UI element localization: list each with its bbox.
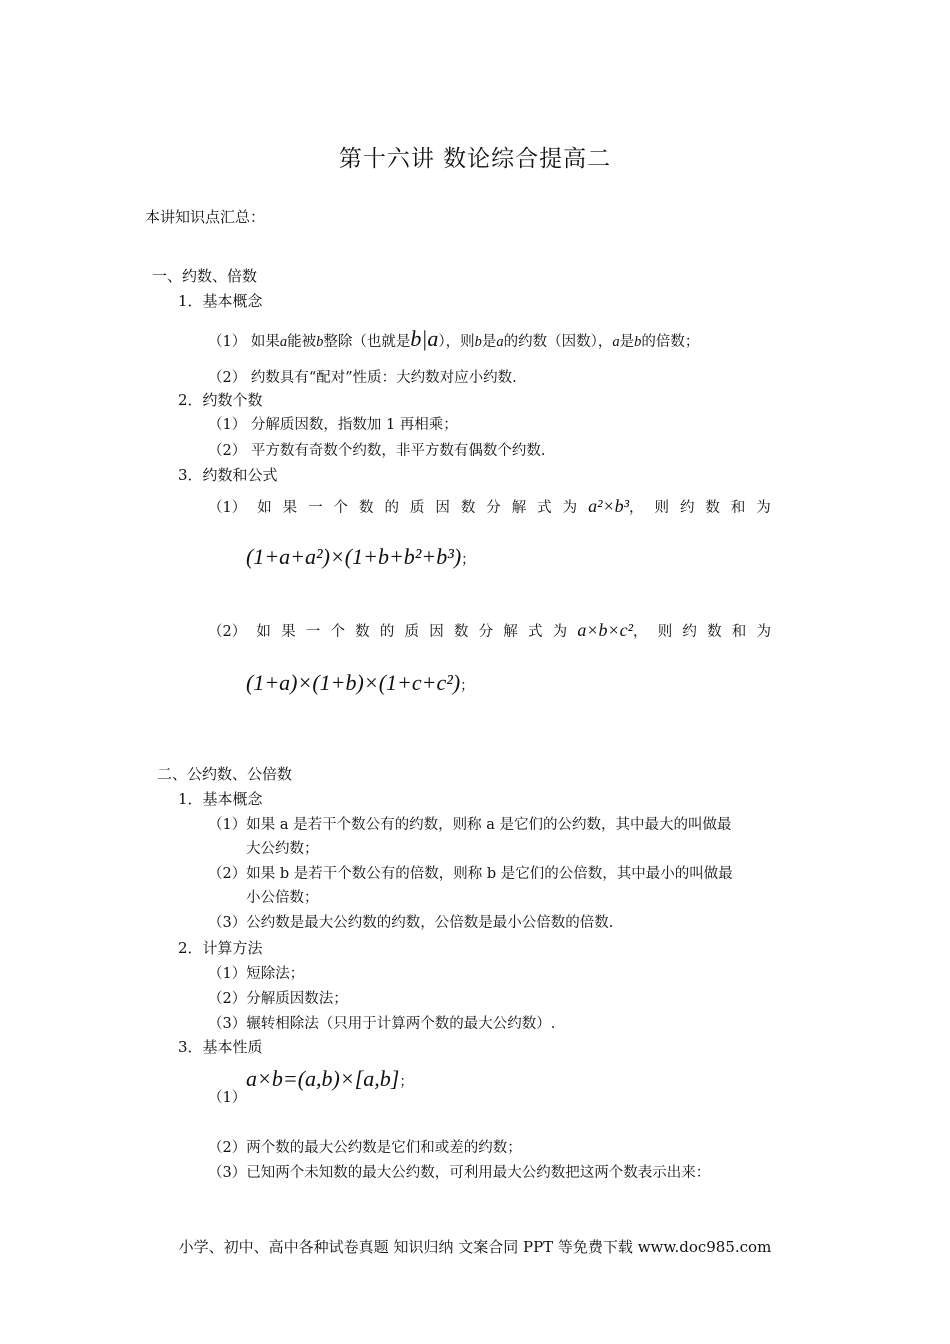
spread-char: 为: [562, 500, 578, 516]
page-title: 第十六讲 数论综合提高二: [338, 146, 612, 172]
section-1-3-item-2: [208, 620, 771, 641]
spread-char: 数: [453, 624, 469, 640]
section-2-sub-3: 3．基本性质: [178, 1038, 263, 1056]
spread-char: 数: [355, 624, 370, 640]
section-1-sub-2: 2．约数个数: [178, 391, 263, 409]
section-1-3-item-1: [208, 496, 771, 517]
spread-char: 因: [435, 500, 450, 516]
item-number: （1）: [208, 500, 247, 516]
factorization-expression: a²×b³，: [588, 496, 644, 516]
section-2-1-item-2-cont: 小公倍数；: [246, 890, 319, 906]
section-2-1-item-2: （2）如果 b 是若干个数公有的倍数，则称 b 是它们的公倍数，其中最小的叫做最: [208, 866, 733, 882]
summary-heading: 本讲知识点汇总：: [145, 208, 266, 226]
factorization-expression: a×b×c²，: [577, 620, 648, 640]
spread-char: 分: [478, 624, 494, 640]
spread-char: 为: [756, 500, 771, 516]
spread-char: 解: [511, 500, 527, 516]
section-2-2-item-1: （1）短除法；: [208, 966, 305, 982]
footer-text: 小学、初中、高中各种试卷真题 知识归纳 文案合同 PPT 等免费下载 www.doc985.com: [178, 1238, 772, 1256]
spread-char: 数: [359, 500, 374, 516]
spread-char: 式: [537, 500, 552, 516]
spread-char: 果: [281, 624, 296, 640]
spread-char: 一: [305, 624, 321, 640]
section-1-sub-1: 1．基本概念: [178, 292, 263, 310]
spread-char: 为: [552, 624, 568, 640]
spread-char: 质: [404, 624, 420, 640]
spread-char: 数: [460, 500, 476, 516]
gcd-lcm-formula: a×b=(a,b)×[a,b]；: [246, 1066, 414, 1091]
spread-char: 如: [256, 624, 271, 640]
spread-char: 则: [657, 624, 673, 640]
section-1-sub-3: 3．约数和公式: [178, 466, 278, 484]
spread-char: 解: [503, 624, 518, 640]
section-1-heading: 一、约数、倍数: [152, 267, 258, 285]
section-1-1-item-1: （1） 如果a能被b整除（也就是b|a），则b是a的约数（因数），a是b的倍数；: [208, 326, 700, 351]
spread-char: 因: [429, 624, 444, 640]
section-2-1-item-3: （3）公约数是最大公约数的约数，公倍数是最小公倍数的倍数.: [208, 915, 614, 931]
spread-char: 一: [308, 500, 323, 516]
divisor-sum-formula-1: (1+a+a²)×(1+b+b²+b³)；: [246, 544, 476, 569]
section-2-1-item-1: （1）如果 a 是若干个数公有的约数，则称 a 是它们的公约数，其中最大的叫做最: [208, 817, 732, 833]
spread-char: 则: [654, 500, 669, 516]
spread-char: 分: [486, 500, 501, 516]
spread-char: 果: [282, 500, 298, 516]
spread-char: 数: [707, 624, 722, 640]
section-2-sub-2: 2．计算方法: [178, 939, 263, 957]
divides-formula: b|a: [410, 326, 439, 351]
section-1-1-item-2: （2） 约数具有“配对”性质：大约数对应小约数.: [208, 370, 517, 386]
spread-char: 个: [333, 500, 349, 516]
spread-char: 质: [409, 500, 425, 516]
spread-char: 为: [756, 624, 771, 640]
section-2-sub-1: 1．基本概念: [178, 790, 263, 808]
spread-char: 的: [379, 624, 395, 640]
divisor-sum-formula-2: (1+a)×(1+b)×(1+c+c²)；: [246, 670, 475, 695]
spread-char: 约: [682, 624, 697, 640]
section-1-2-item-1: （1） 分解质因数，指数加 1 再相乘；: [208, 417, 458, 433]
section-2-2-item-2: （2）分解质因数法；: [208, 991, 348, 1007]
section-2-3-item-1-num: （1）: [208, 1090, 247, 1106]
spread-char: 约: [679, 500, 695, 516]
spread-char: 和: [731, 624, 747, 640]
section-2-2-item-3: （3）辗转相除法（只用于计算两个数的最大公约数）.: [208, 1016, 556, 1032]
spread-char: 式: [527, 624, 543, 640]
section-1-2-item-2: （2） 平方数有奇数个约数，非平方数有偶数个约数.: [208, 443, 546, 459]
spread-char: 个: [330, 624, 345, 640]
section-2-heading: 二、公约数、公倍数: [157, 765, 293, 783]
item-number: （2）: [208, 624, 247, 640]
section-2-1-item-1-cont: 大公约数；: [246, 841, 319, 857]
spread-char: 和: [730, 500, 746, 516]
spread-char: 如: [257, 500, 272, 516]
spread-char: 数: [705, 500, 720, 516]
spread-char: 的: [384, 500, 399, 516]
section-2-3-item-3: （3）已知两个未知数的最大公约数，可利用最大公约数把这两个数表示出来：: [208, 1165, 711, 1181]
section-2-3-item-2: （2）两个数的最大公约数是它们和或差的约数；: [208, 1140, 522, 1156]
